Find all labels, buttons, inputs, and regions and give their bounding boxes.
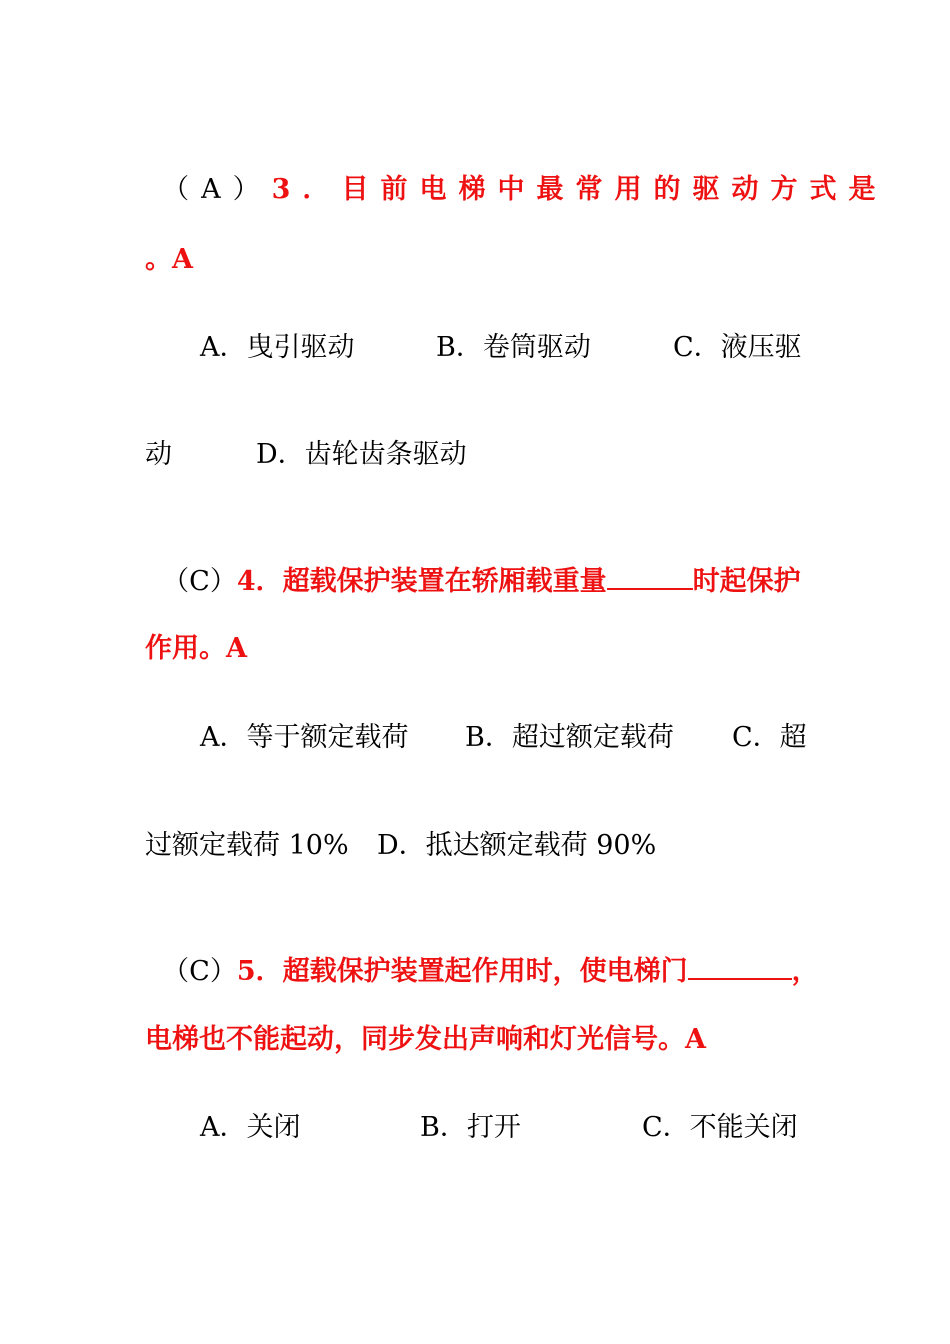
- question-stem: 3．目前电梯中最常用的驱动方式是: [271, 174, 888, 205]
- option-c-continued: 过额定载荷 10%: [145, 830, 349, 861]
- fill-blank: [607, 560, 693, 590]
- option-c: C．液压驱: [673, 332, 802, 363]
- question-stem-end: ，: [791, 956, 819, 987]
- question-4-line-2: 作用。A: [145, 633, 247, 664]
- option-b: B．卷筒驱动: [436, 332, 591, 363]
- question-5-line-2: 电梯也不能起动，同步发出声响和灯光信号。A: [145, 1024, 706, 1055]
- question-stem: 4．超载保护装置在轿厢载重量: [236, 566, 607, 597]
- option-d: D．抵达额定载荷 90%: [377, 830, 657, 861]
- option-b: B．超过额定载荷: [465, 722, 674, 753]
- option-b: B．打开: [420, 1112, 521, 1143]
- answer-prefix: （C）: [162, 956, 237, 987]
- question-stem: 5．超载保护装置起作用时，使电梯门: [236, 956, 688, 987]
- option-c-continued: 动: [145, 439, 172, 470]
- option-c: C．超: [732, 722, 807, 753]
- option-a: A．等于额定载荷: [200, 722, 409, 753]
- option-a: A．关闭: [200, 1112, 301, 1143]
- question-stem-end: 时起保护: [692, 566, 801, 597]
- answer-prefix: （C）: [162, 566, 237, 597]
- question-5-line-1: [145, 914, 819, 990]
- answer-prefix: （A）: [162, 174, 272, 205]
- fill-blank: [688, 950, 792, 980]
- option-d: D．齿轮齿条驱动: [256, 439, 467, 470]
- question-4-line-1: [145, 524, 801, 600]
- question-3-line-1: [145, 136, 887, 208]
- question-3-line-2: 。A: [145, 244, 193, 275]
- option-c: C．不能关闭: [642, 1112, 798, 1143]
- option-a: A．曳引驱动: [200, 332, 355, 363]
